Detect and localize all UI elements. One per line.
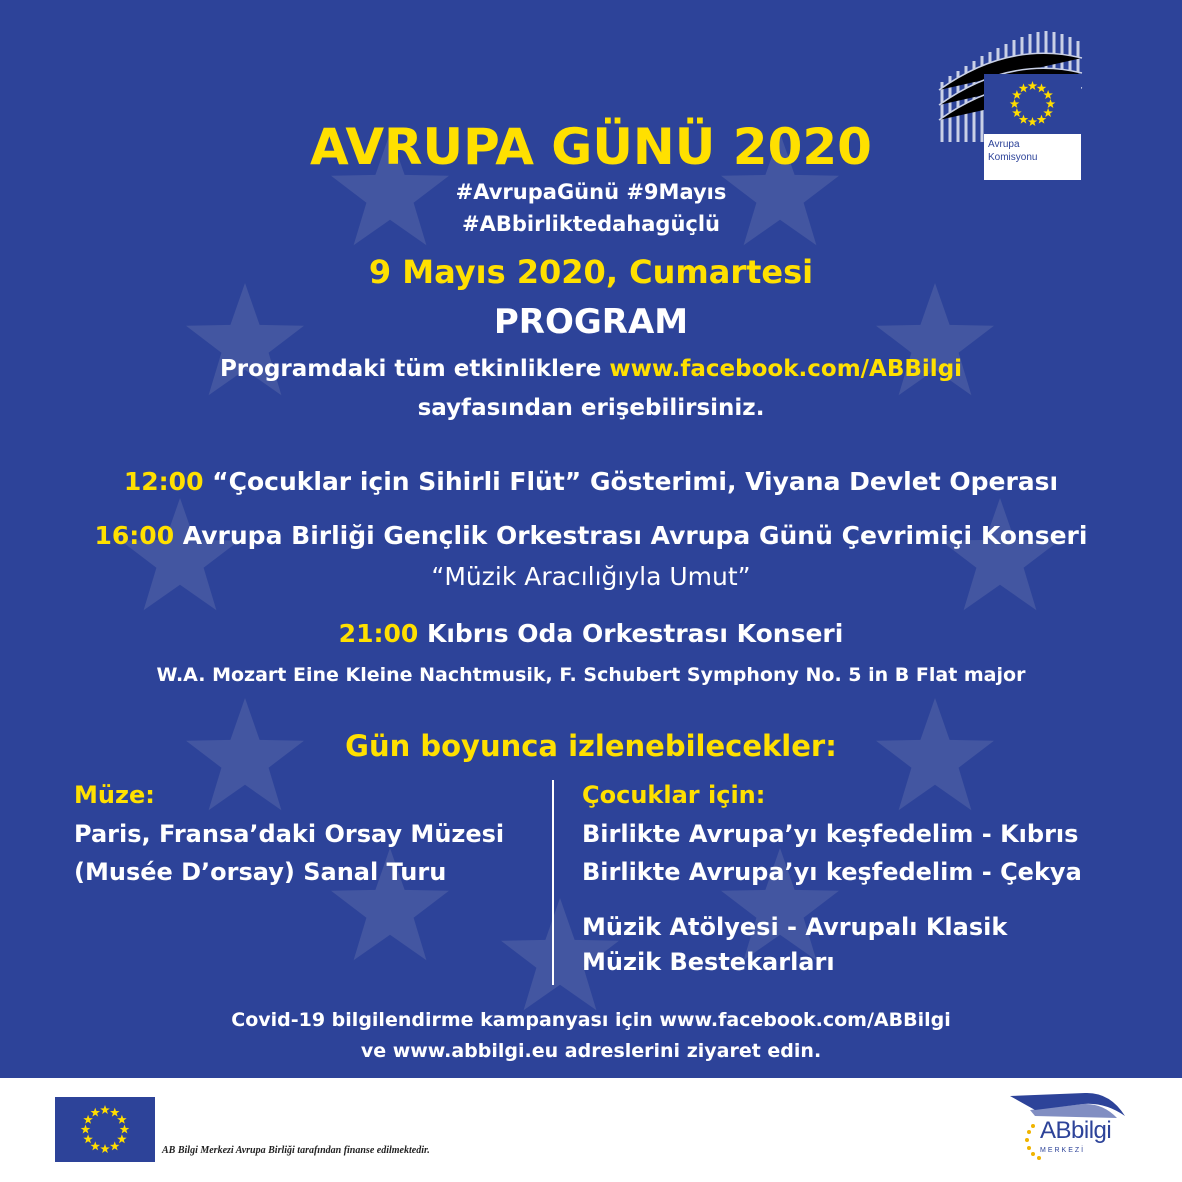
event-item <box>0 520 1182 552</box>
kids-line: Müzik Bestekarları <box>582 948 835 976</box>
abbilgi-logo-sub: MERKEZİ <box>1040 1147 1086 1154</box>
covid-line-1: Covid-19 bilgilendirme kampanyası için www.facebook.com/ABBilgi <box>231 1009 951 1031</box>
kids-heading: Çocuklar için: <box>582 781 766 809</box>
bg-star <box>121 498 239 610</box>
eu-flag-icon <box>55 1097 155 1162</box>
event-subtitle: W.A. Mozart Eine Kleine Nachtmusik, F. Schubert Symphony No. 5 in B Flat major <box>156 664 1026 686</box>
covid-line-2: ve www.abbilgi.eu adreslerini ziyaret edin. <box>360 1040 822 1062</box>
event-subtitle: “Müzik Aracılığıyla Umut” <box>431 562 751 591</box>
all-day-heading: Gün boyunca izlenebilecekler: <box>345 729 837 763</box>
intro-prefix: Programdaki tüm etkinliklere <box>219 356 610 382</box>
page-title: AVRUPA GÜNÜ 2020 <box>310 118 872 176</box>
column-divider <box>552 780 554 985</box>
event-item <box>0 466 1182 498</box>
hashtags-line-1: #AvrupaGünü #9Mayıs <box>455 180 727 204</box>
event-title: Kıbrıs Oda Orkestrası Konseri <box>418 619 844 648</box>
intro-line-1 <box>0 353 1182 385</box>
abbilgi-logo-name: ABbilgi <box>1040 1117 1112 1144</box>
museum-line: (Musée D’orsay) Sanal Turu <box>74 858 447 886</box>
kids-line: Birlikte Avrupa’yı keşfedelim - Çekya <box>582 858 1082 886</box>
event-title: Avrupa Birliği Gençlik Orkestrası Avrupa Günü Çevrimiçi Konseri <box>174 521 1088 550</box>
event-date: 9 Mayıs 2020, Cumartesi <box>368 253 814 291</box>
event-time: 12:00 <box>123 467 204 496</box>
hashtags-line-2: #ABbirliktedahagüçlü <box>462 212 720 236</box>
event-item <box>0 618 1182 650</box>
event-title: “Çocuklar için Sihirli Flüt” Gösterimi, Viyana Devlet Operası <box>203 467 1059 496</box>
kids-line: Birlikte Avrupa’yı keşfedelim - Kıbrıs <box>582 820 1079 848</box>
facebook-link[interactable]: www.facebook.com/ABBilgi <box>609 356 963 382</box>
kids-line: Müzik Atölyesi - Avrupalı Klasik <box>582 913 1008 941</box>
funding-note: AB Bilgi Merkezi Avrupa Birliği tarafından finanse edilmektedir. <box>162 1145 430 1156</box>
program-heading: PROGRAM <box>493 302 689 342</box>
museum-heading: Müze: <box>74 781 155 809</box>
intro-line-2: sayfasından erişebilirsiniz. <box>417 395 765 421</box>
ec-name: Avrupa Komisyonu <box>988 139 1038 163</box>
museum-line: Paris, Fransa’daki Orsay Müzesi <box>74 820 505 848</box>
event-time: 21:00 <box>338 619 419 648</box>
bg-star <box>941 498 1059 610</box>
event-time: 16:00 <box>94 521 175 550</box>
